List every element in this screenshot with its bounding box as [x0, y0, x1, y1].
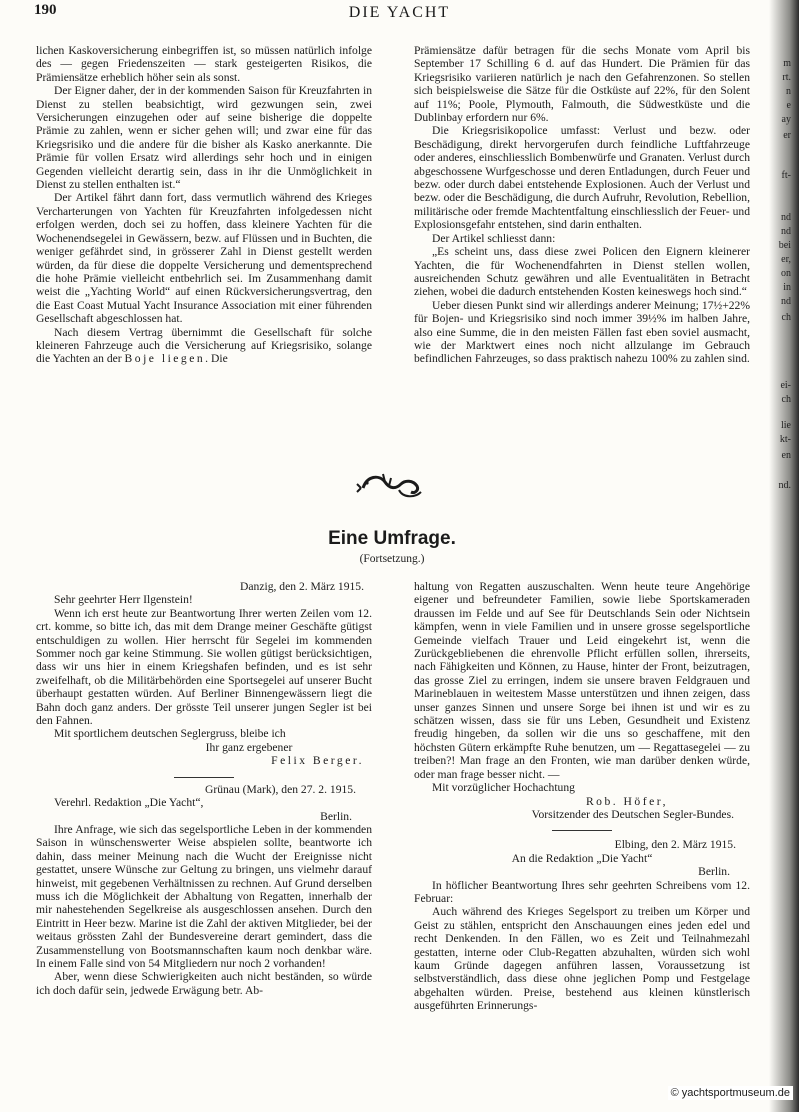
facing-page-fragment: in	[783, 282, 791, 293]
paragraph: Der Artikel fährt dann fort, dass vermutlich während des Krieges Vercharterungen von Yachten für Kreuzfahrten infolgedessen nicht erfolgen werden, doch sei zu hoffen, dass kleinere Yachten für die Wochenendsegelei in Gewässern, bezw. auf Flüssen und in Buchten, die weniger gefährdet sind, in grösserer Zahl in Dienst gestellt werden würden, da für diese die doppelte Versicherung und dementsprechend die hohe Prämie vielleicht entbehrlich sei. Im Zusammenhang damit weist die „Yachting World“ auf einen Rückversicherungsvertrag, den die East Coast Mutual Yacht Insurance Association mit einer führenden Gesellschaft abgeschlossen hat.	[36, 191, 372, 326]
letter-body: In höflicher Beantwortung Ihres sehr geehrten Schreibens vom 12. Februar:	[414, 878, 750, 905]
letter-body: Wenn ich erst heute zur Beantwortung Ihrer werten Zeilen vom 12. crt. komme, so bitte ich, das mit dem Drange meiner Geschäfte gütigst entschuldigen zu wollen. Hier herrscht für Segelei im kommenden Sommer noch gar keine Stimmung. Sie wollen gütigst berücksichtigen, dass wir uns hier in einem Kriegshafen befinden, und es ist sehr zweifelhaft, ob die Militärbehörden eine Sportsegelei auf unserer Bucht überhaupt gestatten würden. Auf Berliner Binnengewässern liegt die Bahn doch ganz anders. Der grösste Teil unserer jungen Segler ist bei den Fahnen.	[36, 606, 372, 728]
letter-place-date: Elbing, den 2. März 1915.	[614, 838, 736, 852]
paragraph: Ueber diesen Punkt sind wir allerdings anderer Meinung; 17½+22% für Bojen- und Kriegsrisiko sind noch immer 39½% im halben Jahre, also eine Summe, die in den meisten Fällen fast eben soviel ausmacht, wie der Marktwert eines noch nicht allzulange im Gebrauch befindlichen Fahrzeuges, so dass praktisch nahezu 100% zu zahlen sind.	[414, 298, 750, 366]
text-run: Nach diesem Vertrag übernimmt die Gesellschaft für solche kleineren Fahrzeuge auch die Versicherung auf Kriegsrisiko, solange die Yachten an der	[36, 325, 372, 366]
column-bottom-left	[36, 580, 372, 997]
facing-page-fragment: on	[781, 268, 791, 279]
paragraph	[36, 326, 372, 366]
paragraph: Prämiensätze dafür betragen für die sechs Monate vom April bis September 17 Schilling 6 d. auf das Hundert. Die Prämien für das Kriegsrisiko variieren natürlich je nach den Gefahrenzonen. So stellen sich beispielsweise die Sätze für die Ostküste auf 22%, für den Solent auf 11%; Poole, Plymouth, Falmouth, die Südwestküste und die Dublinbay erfordern nur 6%.	[414, 44, 750, 125]
facing-page-fragment: ft-	[781, 170, 791, 181]
facing-page-fragment: m	[783, 58, 791, 69]
paragraph: „Es scheint uns, dass diese zwei Policen den Eignern kleinerer Yachten, die für Wochenendfahrten in Dienst stellen wollen, ausreichenden Schutz gewähren und alle Eventualitäten in Betracht ziehen, wobei die dadurch entstehenden Kosten keineswegs hoch sind.“	[414, 245, 750, 299]
emphasized-text: Boje liegen	[124, 352, 206, 366]
letter-signature: Felix Berger.	[271, 754, 364, 768]
paragraph: Der Artikel schliesst dann:	[432, 231, 556, 245]
divider	[552, 830, 612, 831]
letter-addressee: An die Redaktion „Die Yacht“	[511, 851, 653, 865]
letter-body: haltung von Regatten auszuschalten. Wenn heute teure Angehörige eigener und befreundeter Familien, sowie liebe Sportskameraden draussen im Felde und auf See für Deutschlands Sein oder Nichtsein kämpfen, wenn in viele Familien und in unsere grosse segelsportliche Gemeinde vielfach Trauer und Leid eingekehrt ist, wenn die Zurückgebliebenen die ehrenvolle Pflicht erfüllen sollen, ihrerseits, nach Fähigkeiten und Können, zu Hause, hinter der Front, beizutragen, das grosse Ziel zu erringen, indem sie unsere braven Feldgrauen und Marineblauen in weitestem Masse unterstützen und ihnen zeigen, dass unser ganzes Sinnen und unsere Sorge bei ihnen ist und wir es zu schätzen wissen, dass sie für uns Leben, Gesundheit und Existenz freudig hingeben, da sollen wir die uns so geschaffene, mit den höchsten Gütern erkämpfte Ruhe benutzen, um — Regattasegelei — zu treiben?! Man frage an den Fronten, wie man darüber denken würde, oder man frage besser nicht. —	[414, 580, 750, 781]
facing-page-fragment: nd	[781, 296, 791, 307]
facing-page-fragment: e	[786, 100, 791, 111]
letter-signer-role: Vorsitzender des Deutschen Segler-Bundes.	[531, 807, 734, 821]
article-title: Eine Umfrage.	[328, 528, 456, 549]
letter-body: Auch während des Krieges Segelsport zu treiben um Körper und Geist zu stählen, entspricht den Anschauungen eines jeden edel und recht Denkenden. In den Fällen, wo es Zeit und Teilnahmezahl gestatten, interne oder Club-Regatten abzuhalten, würden sich wohl kaum Gründe dagegen anführen lassen, Voraussetzung ist selbstverständlich, dass diese ohne jeglichen Pomp und Festgelage abgehalten würden. Preise, bestehend aus kleinen künstlerisch ausgeführten Erinnerungs-	[414, 905, 750, 1013]
paragraph: Die Kriegsrisikopolice umfasst: Verlust und bezw. oder Beschädigung, direkt hervorgerufen durch feindliche Luftfahrzeuge oder anderes, einschliesslich Bombenwürfe und Granaten. Verlust durch abgeschossene Wurfgeschosse und deren Entladungen, durch Feuer und bezw. oder durch dabei entstehende Explosionen. Auch der Verlust und bezw. oder die Beschädigung, die durch Aufruhr, Revolution, Rebellion, militärische oder fremde Machtentfaltung einschliesslich der Feuer- und Explosionsgefahr entstehen, sind darin enthalten.	[414, 124, 750, 232]
facing-page-fragment: lie	[781, 420, 791, 431]
facing-page-fragment: bei	[778, 240, 791, 251]
facing-page-edge	[769, 0, 799, 1112]
facing-page-fragment: ch	[781, 394, 791, 405]
text-run: . Die	[205, 352, 228, 366]
letter-place-date: Grünau (Mark), den 27. 2. 1915.	[204, 782, 356, 796]
running-title: DIE YACHT	[348, 4, 451, 21]
column-bottom-right	[414, 580, 750, 1013]
facing-page-fragment: nd	[781, 226, 791, 237]
divider	[174, 777, 234, 778]
facing-page-fragment: n	[786, 86, 791, 97]
page-number: 190	[34, 2, 57, 18]
letter-body: Aber, wenn diese Schwierigkeiten auch nicht beständen, so würde ich doch dafür sein, jedwede Erwägung betr. Ab-	[36, 970, 372, 997]
letter-closing: Mit sportlichem deutschen Seglergruss, bleibe ich	[54, 727, 286, 741]
facing-page-fragment: ay	[781, 114, 791, 125]
article-subtitle: (Fortsetzung.)	[359, 553, 425, 565]
letter-signature: Rob. Höfer,	[585, 794, 669, 808]
facing-page-fragment: en	[781, 450, 791, 461]
facing-page-fragment: ch	[781, 312, 791, 323]
sea-serpent-ornament-icon	[355, 468, 425, 502]
letter-addressee: Verehrl. Redaktion „Die Yacht“,	[54, 796, 204, 810]
letter-place-date: Danzig, den 2. März 1915.	[240, 580, 364, 593]
paragraph: Der Eigner daher, der in der kommenden Saison für Kreuzfahrten in Dienst zu stellen beabsichtigt, wird gezwungen sein, zwei Versicherungen einzugehen oder auf seine bisherige die doppelte Prämie zu zahlen, wenn er sicher gehen will; und zwar eine für das Kriegsrisiko und die andere für die bisher als Kasko anerkannte. Die Prämie für vollen Ersatz wird allerdings sehr hoch und in einigen Gegenden vielleicht derartig sein, dass in ihr die Unmöglichkeit in Dienst zu stellen enthalten ist.“	[36, 84, 372, 192]
watermark-credit: © yachtsportmuseum.de	[668, 1086, 793, 1100]
letter-closing: Mit vorzüglicher Hochachtung	[432, 781, 575, 795]
facing-page-fragment: kt-	[779, 434, 791, 445]
letter-body: Ihre Anfrage, wie sich das segelsportliche Leben in der kommenden Saison in wünschenswerter Weise abspielen sollte, beantworte ich dahin, dass meiner Meinung nach die Wucht der Ereignisse nicht gestattet, unsere Wünsche zur Geltung zu bringen, uns vielmehr darauf hinweist, mit gegebenen Verhältnissen zu rechnen. Auf Grund derselben muss ich die Möglichkeit der Abhaltung von Regatten, innerhalb der mir nahestehenden Segelkreise als ausgeschlossen ansehen. Durch den Eintritt in Heer bezw. Marine ist die Zahl der aktiven Mitglieder, bei der weitaus grössten Zahl der Bundesvereine derart gemindert, dass die Zusammenstellung von Bootsmannschaften kaum noch denkbar wäre. In einem Falle sind von 54 Mitgliedern nur noch 2 vorhanden!	[36, 822, 372, 970]
facing-page-fragment: er	[783, 130, 791, 141]
letter-salutation: Sehr geehrter Herr Ilgenstein!	[54, 593, 193, 607]
column-top-right	[414, 44, 750, 366]
facing-page-fragment: nd.	[778, 480, 791, 491]
facing-page-fragment: ei-	[780, 380, 791, 391]
letter-city: Berlin.	[320, 809, 352, 823]
facing-page-fragment: nd	[781, 212, 791, 223]
letter-city: Berlin.	[698, 865, 730, 879]
paragraph: lichen Kaskoversicherung einbegriffen ist, so müssen natürlich infolge des — gegen Friedenszeiten — stark gesteigerten Risikos, die Prämiensätze erheblich höher sein als sonst.	[36, 44, 372, 84]
letter-closing: Ihr ganz ergebener	[205, 740, 293, 754]
column-top-left	[36, 44, 372, 366]
facing-page-fragment: rt.	[782, 72, 791, 83]
facing-page-fragment: er,	[781, 254, 791, 265]
